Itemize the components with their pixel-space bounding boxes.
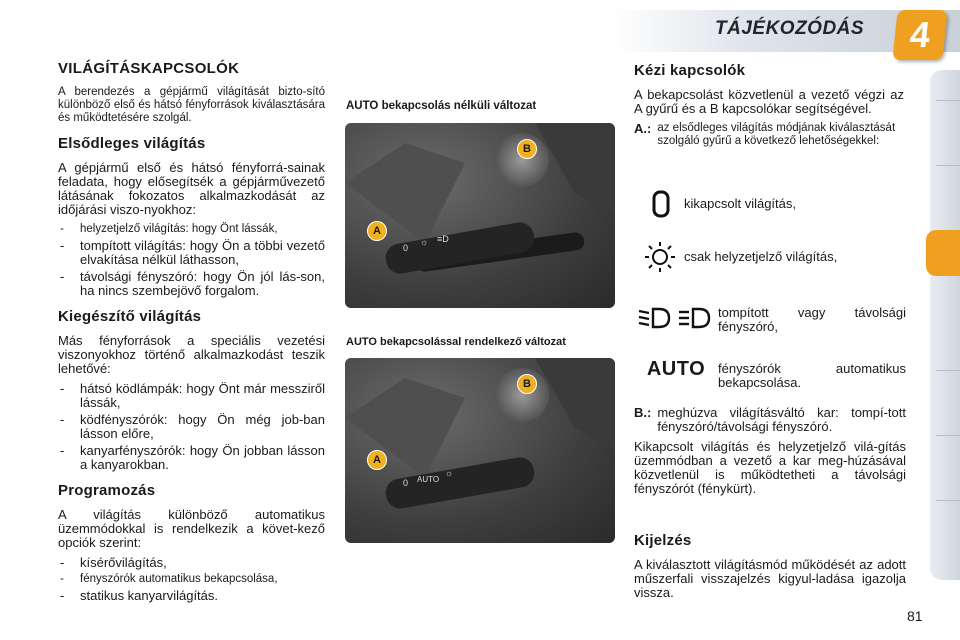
legend-text: tompított vagy távolsági fényszóró,	[718, 305, 906, 334]
list-item: - tompított világítás: hogy Ön a többi vezető elvakítása nélkül láthasson,	[58, 239, 325, 267]
ring-a-label: A.:	[634, 121, 652, 136]
legend-text: kikapcsolt világítás,	[684, 196, 796, 211]
photo-caption-auto: AUTO bekapcsolással rendelkező változat	[346, 336, 566, 348]
list-item: - ködfényszórók: hogy Ön még job-ban lásson előre,	[58, 413, 325, 441]
marker-b: B	[517, 139, 537, 159]
list-item: - statikus kanyarvilágítás.	[58, 589, 325, 603]
primary-text: A gépjármű első és hátsó fényforrá-sainak feladata, hogy elősegítsék a gépjárművezető látásának fokozatos alkalmazkodását az időjárási viszo-nyokhoz:	[58, 160, 325, 217]
additional-list	[58, 382, 325, 472]
lever-b-description	[634, 406, 906, 434]
stalk-photo-manual	[345, 123, 615, 308]
legend-headlights	[634, 306, 906, 334]
flash-text: Kikapcsolt világítás és helyzetjelző vilá-gítás üzemmódban a vezető a kar meg-húzásával közvetlenül is működtetheti a távolsági fényszórót (fénykürt).	[634, 439, 906, 496]
primary-heading: Elsődleges világítás	[58, 135, 206, 152]
ring-a-text: az elsődleges világítás módjának kiválasztását szolgáló gyűrű a következő lehetőségekkel:	[657, 122, 896, 147]
tab-divider	[936, 435, 960, 436]
primary-list	[58, 223, 325, 298]
svg-text:☼: ☼	[445, 468, 454, 478]
page-number: 81	[907, 608, 923, 624]
additional-heading: Kiegészítő világítás	[58, 308, 202, 325]
stalk-drawing	[345, 123, 615, 308]
marker-a: A	[367, 221, 387, 241]
programming-text: A világítás különböző automatikus üzemmódokkal is rendelkezik a követ-kező opciók szerint:	[58, 507, 325, 550]
chapter-tab-strip	[930, 70, 960, 580]
manual-intro: A bekapcsolást közvetlenül a vezető végzi az A gyűrű és a B kapcsolókar segítségével.	[634, 87, 904, 116]
intro-text: A berendezés a gépjármű világítását bizto-sító különböző első és hátsó fényforrások kiválasztására és működtetésére szolgál.	[58, 86, 325, 124]
svg-text:0: 0	[403, 478, 409, 488]
stalk-drawing	[345, 358, 615, 543]
lever-b-text: meghúzva világításváltó kar: tompí-tott fényszóró/távolsági fényszóró.	[657, 405, 906, 434]
page-title: TÁJÉKOZÓDÁS	[715, 18, 865, 39]
chapter-badge: 4	[892, 10, 947, 60]
stalk-photo-auto	[345, 358, 615, 543]
programming-heading: Programozás	[58, 482, 156, 499]
list-item: - fényszórók automatikus bekapcsolása,	[58, 573, 325, 586]
lever-b-label: B.:	[634, 405, 652, 420]
legend-sidelights	[636, 240, 906, 274]
left-column	[58, 62, 325, 607]
section-title: VILÁGÍTÁSKAPCSOLÓK	[58, 60, 240, 77]
right-column-top	[634, 64, 904, 148]
additional-text: Más fényforrások a speciális vezetési viszonyokhoz történő alkalmazkodást teszik lehetővé:	[58, 333, 325, 376]
marker-a: A	[367, 450, 387, 470]
list-item: - kanyarfényszórók: hogy Ön jobban lásson a kanyarokban.	[58, 444, 325, 472]
legend-auto	[634, 358, 906, 390]
marker-b: B	[517, 374, 537, 394]
svg-text:0: 0	[403, 243, 409, 253]
manual-heading: Kézi kapcsolók	[634, 62, 746, 79]
tab-active-chapter[interactable]	[926, 230, 960, 276]
legend-text: csak helyzetjelző világítás,	[684, 249, 838, 264]
list-item: - távolsági fényszóró: hogy Ön jól lás-son, ha nincs szembejövő forgalom.	[58, 270, 325, 298]
auto-icon: AUTO	[646, 358, 706, 380]
programming-list	[58, 556, 325, 603]
list-item: - kísérővilágítás,	[58, 556, 325, 570]
off-icon	[638, 190, 684, 218]
legend-off	[638, 190, 908, 218]
display-heading: Kijelzés	[634, 532, 692, 549]
display-text: A kiválasztott világításmód működését az adott műszerfali visszajelzés kigyul-ladása igazolja vissza.	[634, 557, 906, 600]
svg-text:≡D: ≡D	[437, 234, 449, 244]
list-item: - helyzetjelző világítás: hogy Önt lássák,	[58, 223, 325, 236]
tab-divider	[936, 100, 960, 101]
svg-text:☼: ☼	[420, 237, 429, 247]
photo-caption-manual: AUTO bekapcsolás nélküli változat	[346, 100, 537, 112]
legend-text: fényszórók automatikus bekapcsolása.	[718, 361, 906, 390]
headlights-icon	[634, 306, 718, 330]
right-column-bottom	[634, 406, 906, 606]
tab-divider	[936, 165, 960, 166]
sidelights-icon	[636, 240, 684, 274]
tab-divider	[936, 370, 960, 371]
list-item: - hátsó ködlámpák: hogy Önt már messziről lássák,	[58, 382, 325, 410]
tab-divider	[936, 500, 960, 501]
ring-a-description	[634, 122, 904, 148]
svg-text:AUTO: AUTO	[417, 475, 440, 484]
